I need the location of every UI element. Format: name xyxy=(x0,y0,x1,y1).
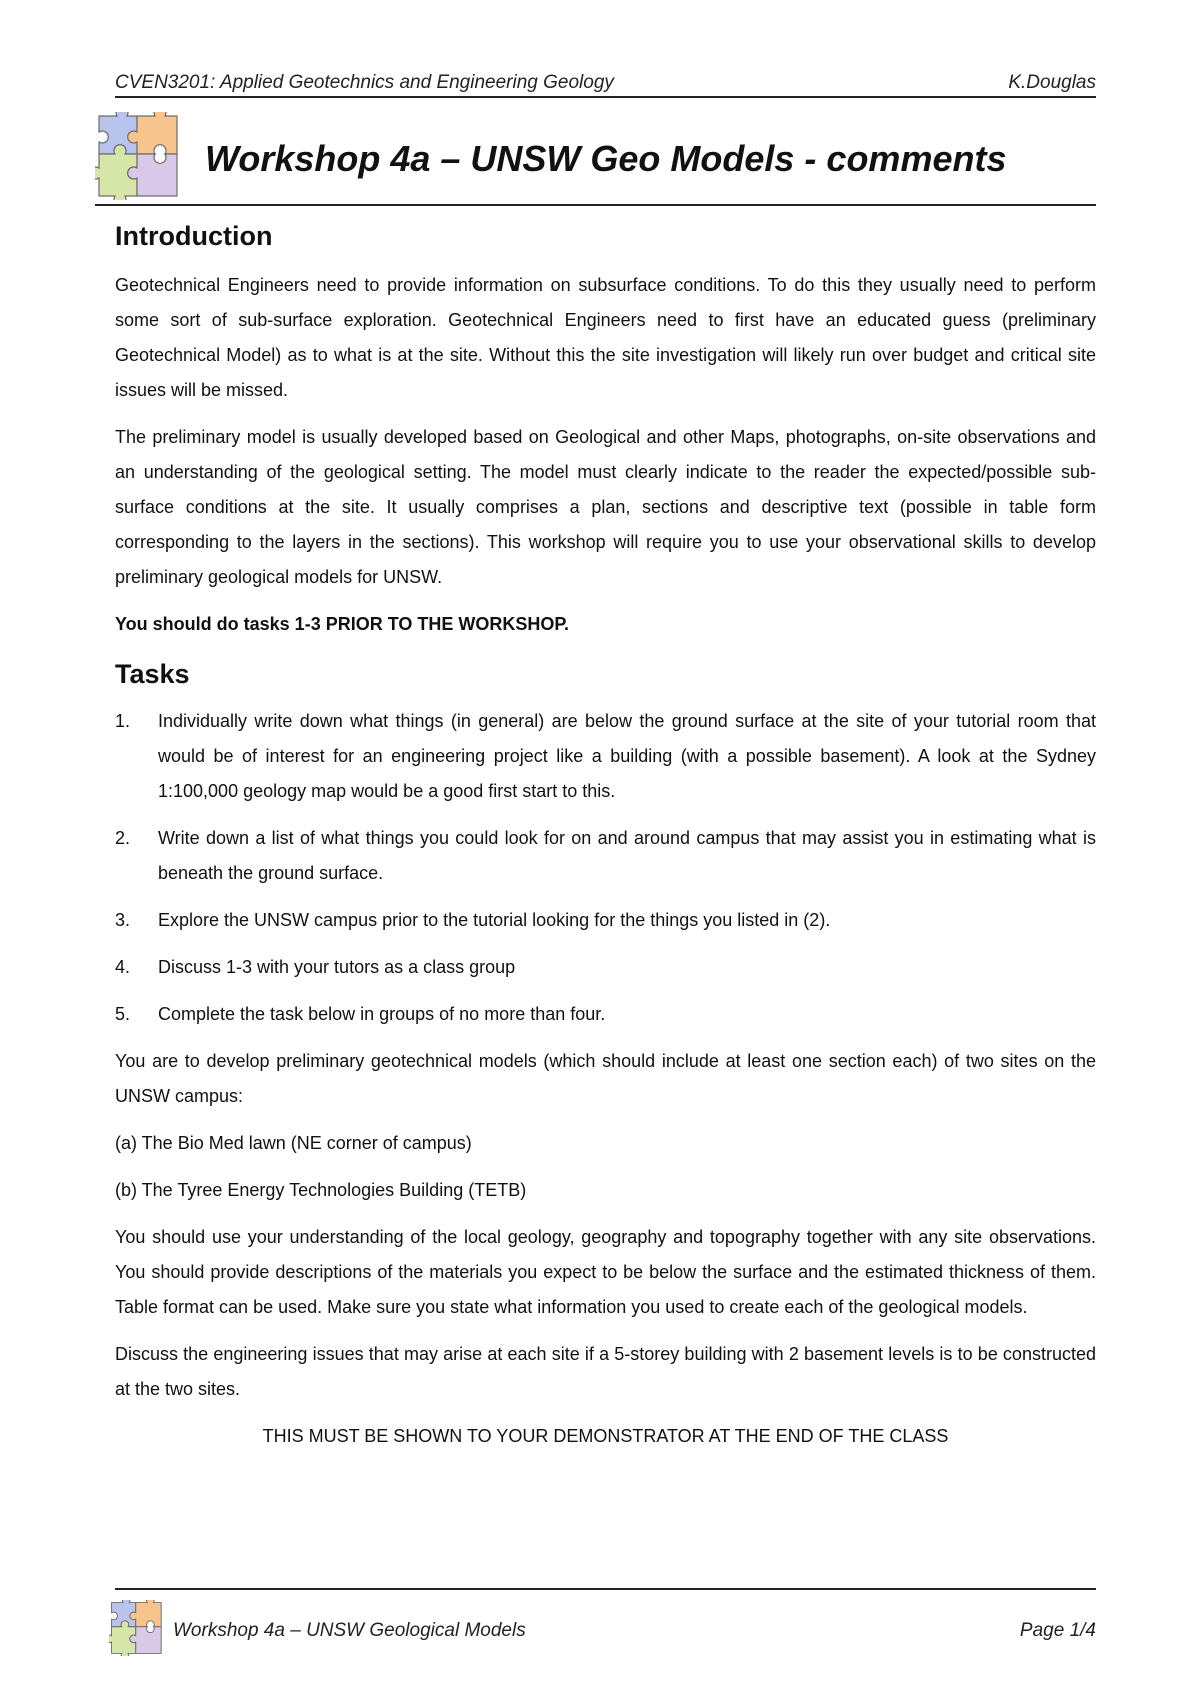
footer-doc-name: Workshop 4a – UNSW Geological Models xyxy=(173,1620,526,1641)
task-text: Complete the task below in groups of no more than four. xyxy=(158,1004,606,1024)
task-text: Write down a list of what things you could look for on and around campus that may assist you in estimating what is beneath the ground surface. xyxy=(158,828,1096,883)
intro-paragraph: Geotechnical Engineers need to provide information on subsurface conditions. To do this they usually need to perform some sort of sub-surface exploration. Geotechnical Engineers need to first have an educated guess (preliminary Geotechnical Model) as to what is at the site. Without this the site investigation will likely run over budget and critical site issues will be missed. xyxy=(115,275,1096,400)
task-item xyxy=(115,903,1096,938)
site-item-a: (a) The Bio Med lawn (NE corner of campus) xyxy=(115,1133,472,1153)
puzzle-logo-icon xyxy=(109,1600,165,1656)
task-number: 2. xyxy=(115,828,131,848)
task-number: 4. xyxy=(115,957,131,977)
header-author: K.Douglas xyxy=(1008,72,1096,93)
introduction-heading: Introduction xyxy=(115,221,273,251)
demonstrator-note: THIS MUST BE SHOWN TO YOUR DEMONSTRATOR AT THE END OF THE CLASS xyxy=(262,1426,949,1446)
task-text: Individually write down what things (in general) are below the ground surface at the site of your tutorial room that would be of interest for an engineering project like a building (with a possible basement). A look at the Sydney 1:100,000 geology map would be a good first start to this. xyxy=(158,711,1096,801)
main-content xyxy=(115,212,1096,1454)
page-footer xyxy=(115,1588,1096,1670)
puzzle-logo-icon xyxy=(95,112,183,200)
intro-paragraph: The preliminary model is usually developed based on Geological and other Maps, photographs, on-site observations and an understanding of the geological setting. The model must clearly indicate to the reader the expected/possible sub-surface conditions at the site. It usually comprises a plan, sections and descriptive text (possible in table form corresponding to the layers in the sections). This workshop will require you to use your observational skills to develop preliminary geological models for UNSW. xyxy=(115,427,1096,587)
task-item xyxy=(115,997,1096,1032)
page-header xyxy=(115,72,1096,98)
page-title: Workshop 4a – UNSW Geo Models - comments xyxy=(205,138,1007,179)
task-number: 5. xyxy=(115,1004,131,1024)
use-paragraph: You should use your understanding of the local geology, geography and topography together with any site observations. You should provide descriptions of the materials you expect to be below the surface and the estimated thickness of them. Table format can be used. Make sure you state what information you used to create each of the geological models. xyxy=(115,1227,1096,1317)
task-text: Discuss 1-3 with your tutors as a class group xyxy=(158,957,516,977)
task-item xyxy=(115,821,1096,891)
develop-paragraph: You are to develop preliminary geotechnical models (which should include at least one section each) of two sites on the UNSW campus: xyxy=(115,1051,1096,1106)
task-number: 1. xyxy=(115,711,131,731)
prior-note: You should do tasks 1-3 PRIOR TO THE WORKSHOP. xyxy=(115,614,570,634)
task-item xyxy=(115,704,1096,809)
task-item xyxy=(115,950,1096,985)
site-item-b: (b) The Tyree Energy Technologies Building (TETB) xyxy=(115,1180,527,1200)
task-text: Explore the UNSW campus prior to the tutorial looking for the things you listed in (2). xyxy=(158,910,831,930)
footer-page-number: Page 1/4 xyxy=(1019,1620,1096,1641)
discuss-paragraph: Discuss the engineering issues that may arise at each site if a 5-storey building with 2 basement levels is to be constructed at the two sites. xyxy=(115,1344,1096,1399)
tasks-heading: Tasks xyxy=(115,659,190,689)
task-number: 3. xyxy=(115,910,131,930)
header-course: CVEN3201: Applied Geotechnics and Engineering Geology xyxy=(115,72,614,93)
tasks-list xyxy=(115,704,1096,1032)
title-block xyxy=(95,112,1096,206)
